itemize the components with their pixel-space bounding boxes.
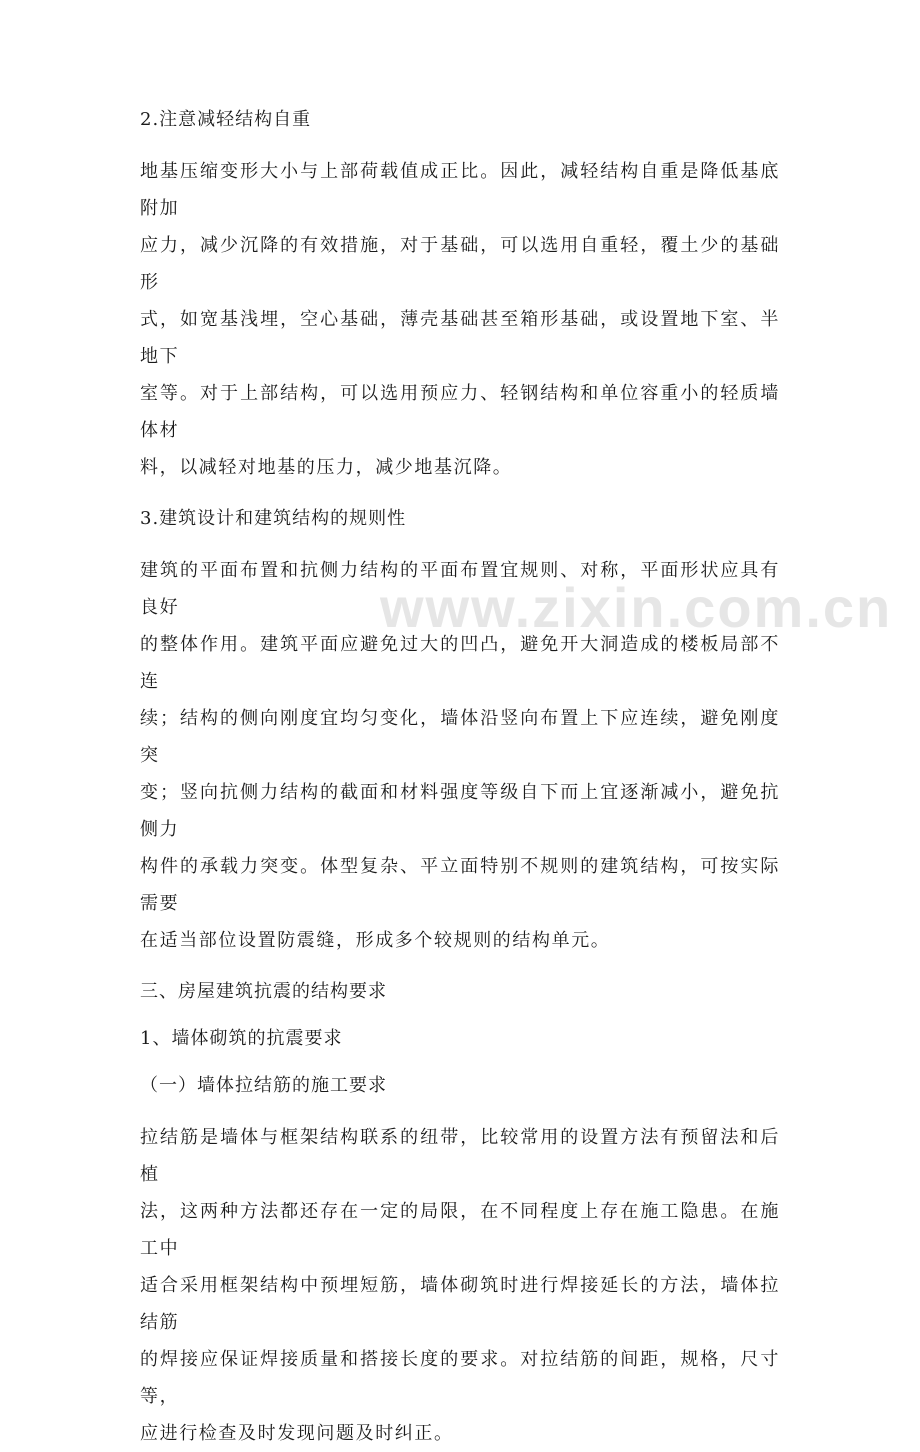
text-line: 适合采用框架结构中预埋短筋，墙体砌筑时进行焊接延长的方法，墙体拉结筋 (140, 1275, 780, 1333)
paragraph-foundation-weight (140, 153, 780, 486)
text-line: 料，以减轻对地基的压力，减少地基沉降。 (140, 457, 513, 478)
text-line: 式，如宽基浅埋，空心基础，薄壳基础甚至箱形基础，或设置地下室、半地下 (140, 309, 780, 367)
text-line: 续；结构的侧向刚度宜均匀变化，墙体沿竖向布置上下应连续，避免刚度突 (140, 708, 780, 766)
text-line: 的焊接应保证焊接质量和搭接长度的要求。对拉结筋的间距，规格，尺寸等， (140, 1349, 780, 1407)
chapter-heading-3: 三、房屋建筑抗震的结构要求 (140, 981, 387, 1002)
subsubsection-heading-1: （一）墙体拉结筋的施工要求 (140, 1075, 387, 1096)
text-line: 法，这两种方法都还存在一定的局限，在不同程度上存在施工隐患。在施工中 (140, 1201, 780, 1259)
section-heading-2: 2.注意减轻结构自重 (140, 109, 312, 130)
text-line: 地基压缩变形大小与上部荷载值成正比。因此，减轻结构自重是降低基底附加 (140, 161, 780, 219)
text-line: 在适当部位设置防震缝，形成多个较规则的结构单元。 (140, 930, 611, 951)
text-line: 应进行检查及时发现问题及时纠正。 (140, 1423, 454, 1444)
text-line: 的整体作用。建筑平面应避免过大的凹凸，避免开大洞造成的楼板局部不连 (140, 634, 780, 692)
text-line: 建筑的平面布置和抗侧力结构的平面布置宜规则、对称，平面形状应具有良好 (140, 560, 780, 618)
paragraph-regularity (140, 552, 780, 959)
watermark: www.zixin.com.cn (380, 576, 893, 639)
document-body (140, 106, 780, 1452)
paragraph-tie-bars (140, 1119, 780, 1452)
subsection-heading-1: 1、墙体砌筑的抗震要求 (140, 1028, 343, 1049)
text-line: 构件的承载力突变。体型复杂、平立面特别不规则的建筑结构，可按实际需要 (140, 856, 780, 914)
text-line: 变；竖向抗侧力结构的截面和材料强度等级自下而上宜逐渐减小，避免抗侧力 (140, 782, 780, 840)
text-line: 室等。对于上部结构，可以选用预应力、轻钢结构和单位容重小的轻质墙体材 (140, 383, 780, 441)
section-heading-3: 3.建筑设计和建筑结构的规则性 (140, 508, 407, 529)
text-line: 应力，减少沉降的有效措施，对于基础，可以选用自重轻，覆土少的基础形 (140, 235, 780, 293)
text-line: 拉结筋是墙体与框架结构联系的纽带，比较常用的设置方法有预留法和后植 (140, 1127, 780, 1185)
